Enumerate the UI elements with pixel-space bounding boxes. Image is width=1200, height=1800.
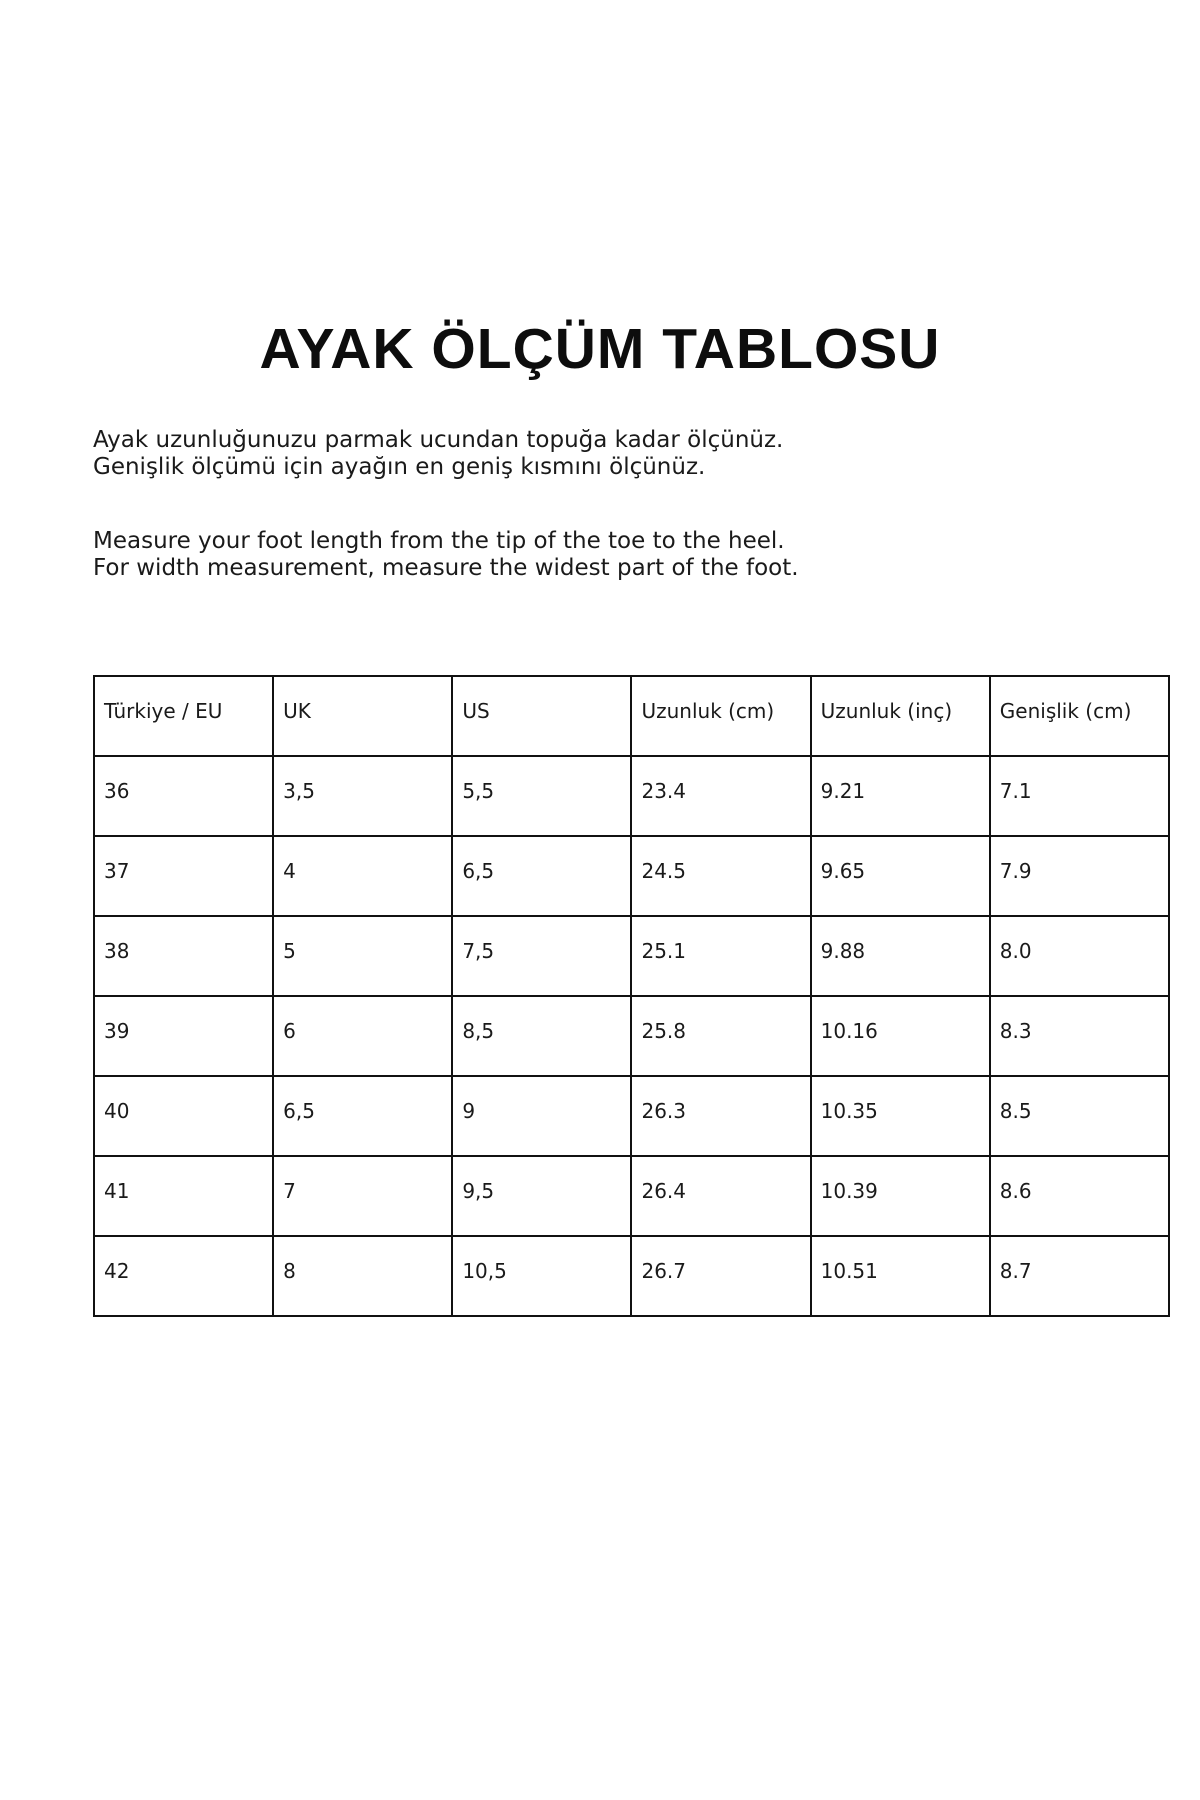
cell-eu: 36 xyxy=(94,756,273,836)
size-chart-table xyxy=(93,675,1170,1317)
cell-length-cm: 26.4 xyxy=(631,1156,810,1236)
instruction-line: For width measurement, measure the widest part of the foot. xyxy=(93,555,799,581)
cell-width-cm: 8.5 xyxy=(990,1076,1169,1156)
cell-us: 8,5 xyxy=(452,996,631,1076)
column-header-us: US xyxy=(452,676,631,756)
cell-length-inch: 9.21 xyxy=(811,756,990,836)
instruction-line: Ayak uzunluğunuzu parmak ucundan topuğa kadar ölçünüz. xyxy=(93,427,784,453)
cell-eu: 37 xyxy=(94,836,273,916)
instruction-line: Genişlik ölçümü için ayağın en geniş kısmını ölçünüz. xyxy=(93,454,706,480)
cell-eu: 38 xyxy=(94,916,273,996)
instructions-turkish xyxy=(93,427,1133,481)
instructions-english xyxy=(93,528,1133,582)
cell-width-cm: 8.3 xyxy=(990,996,1169,1076)
cell-us: 5,5 xyxy=(452,756,631,836)
cell-eu: 42 xyxy=(94,1236,273,1316)
cell-uk: 3,5 xyxy=(273,756,452,836)
cell-eu: 40 xyxy=(94,1076,273,1156)
cell-uk: 6 xyxy=(273,996,452,1076)
cell-uk: 4 xyxy=(273,836,452,916)
cell-length-inch: 10.51 xyxy=(811,1236,990,1316)
column-header-length-inch: Uzunluk (inç) xyxy=(811,676,990,756)
cell-length-cm: 25.8 xyxy=(631,996,810,1076)
cell-length-inch: 10.16 xyxy=(811,996,990,1076)
table-row xyxy=(94,1236,1169,1316)
table-row xyxy=(94,836,1169,916)
table-row xyxy=(94,756,1169,836)
column-header-uk: UK xyxy=(273,676,452,756)
cell-uk: 7 xyxy=(273,1156,452,1236)
table-row xyxy=(94,1156,1169,1236)
cell-length-cm: 26.3 xyxy=(631,1076,810,1156)
cell-length-cm: 23.4 xyxy=(631,756,810,836)
column-header-length-cm: Uzunluk (cm) xyxy=(631,676,810,756)
cell-length-cm: 25.1 xyxy=(631,916,810,996)
cell-us: 7,5 xyxy=(452,916,631,996)
column-header-eu: Türkiye / EU xyxy=(94,676,273,756)
cell-us: 9,5 xyxy=(452,1156,631,1236)
cell-width-cm: 8.0 xyxy=(990,916,1169,996)
instruction-line: Measure your foot length from the tip of the toe to the heel. xyxy=(93,528,785,554)
cell-length-cm: 26.7 xyxy=(631,1236,810,1316)
cell-us: 10,5 xyxy=(452,1236,631,1316)
table-row xyxy=(94,916,1169,996)
cell-width-cm: 7.9 xyxy=(990,836,1169,916)
cell-length-cm: 24.5 xyxy=(631,836,810,916)
cell-length-inch: 10.35 xyxy=(811,1076,990,1156)
cell-uk: 5 xyxy=(273,916,452,996)
cell-length-inch: 10.39 xyxy=(811,1156,990,1236)
cell-width-cm: 7.1 xyxy=(990,756,1169,836)
page-title: AYAK ÖLÇÜM TABLOSU xyxy=(259,317,941,381)
cell-us: 6,5 xyxy=(452,836,631,916)
cell-eu: 39 xyxy=(94,996,273,1076)
cell-width-cm: 8.7 xyxy=(990,1236,1169,1316)
cell-uk: 8 xyxy=(273,1236,452,1316)
cell-length-inch: 9.88 xyxy=(811,916,990,996)
column-header-width-cm: Genişlik (cm) xyxy=(990,676,1169,756)
table-row xyxy=(94,996,1169,1076)
table-row xyxy=(94,1076,1169,1156)
cell-width-cm: 8.6 xyxy=(990,1156,1169,1236)
table-header-row xyxy=(94,676,1169,756)
cell-uk: 6,5 xyxy=(273,1076,452,1156)
cell-eu: 41 xyxy=(94,1156,273,1236)
cell-length-inch: 9.65 xyxy=(811,836,990,916)
cell-us: 9 xyxy=(452,1076,631,1156)
